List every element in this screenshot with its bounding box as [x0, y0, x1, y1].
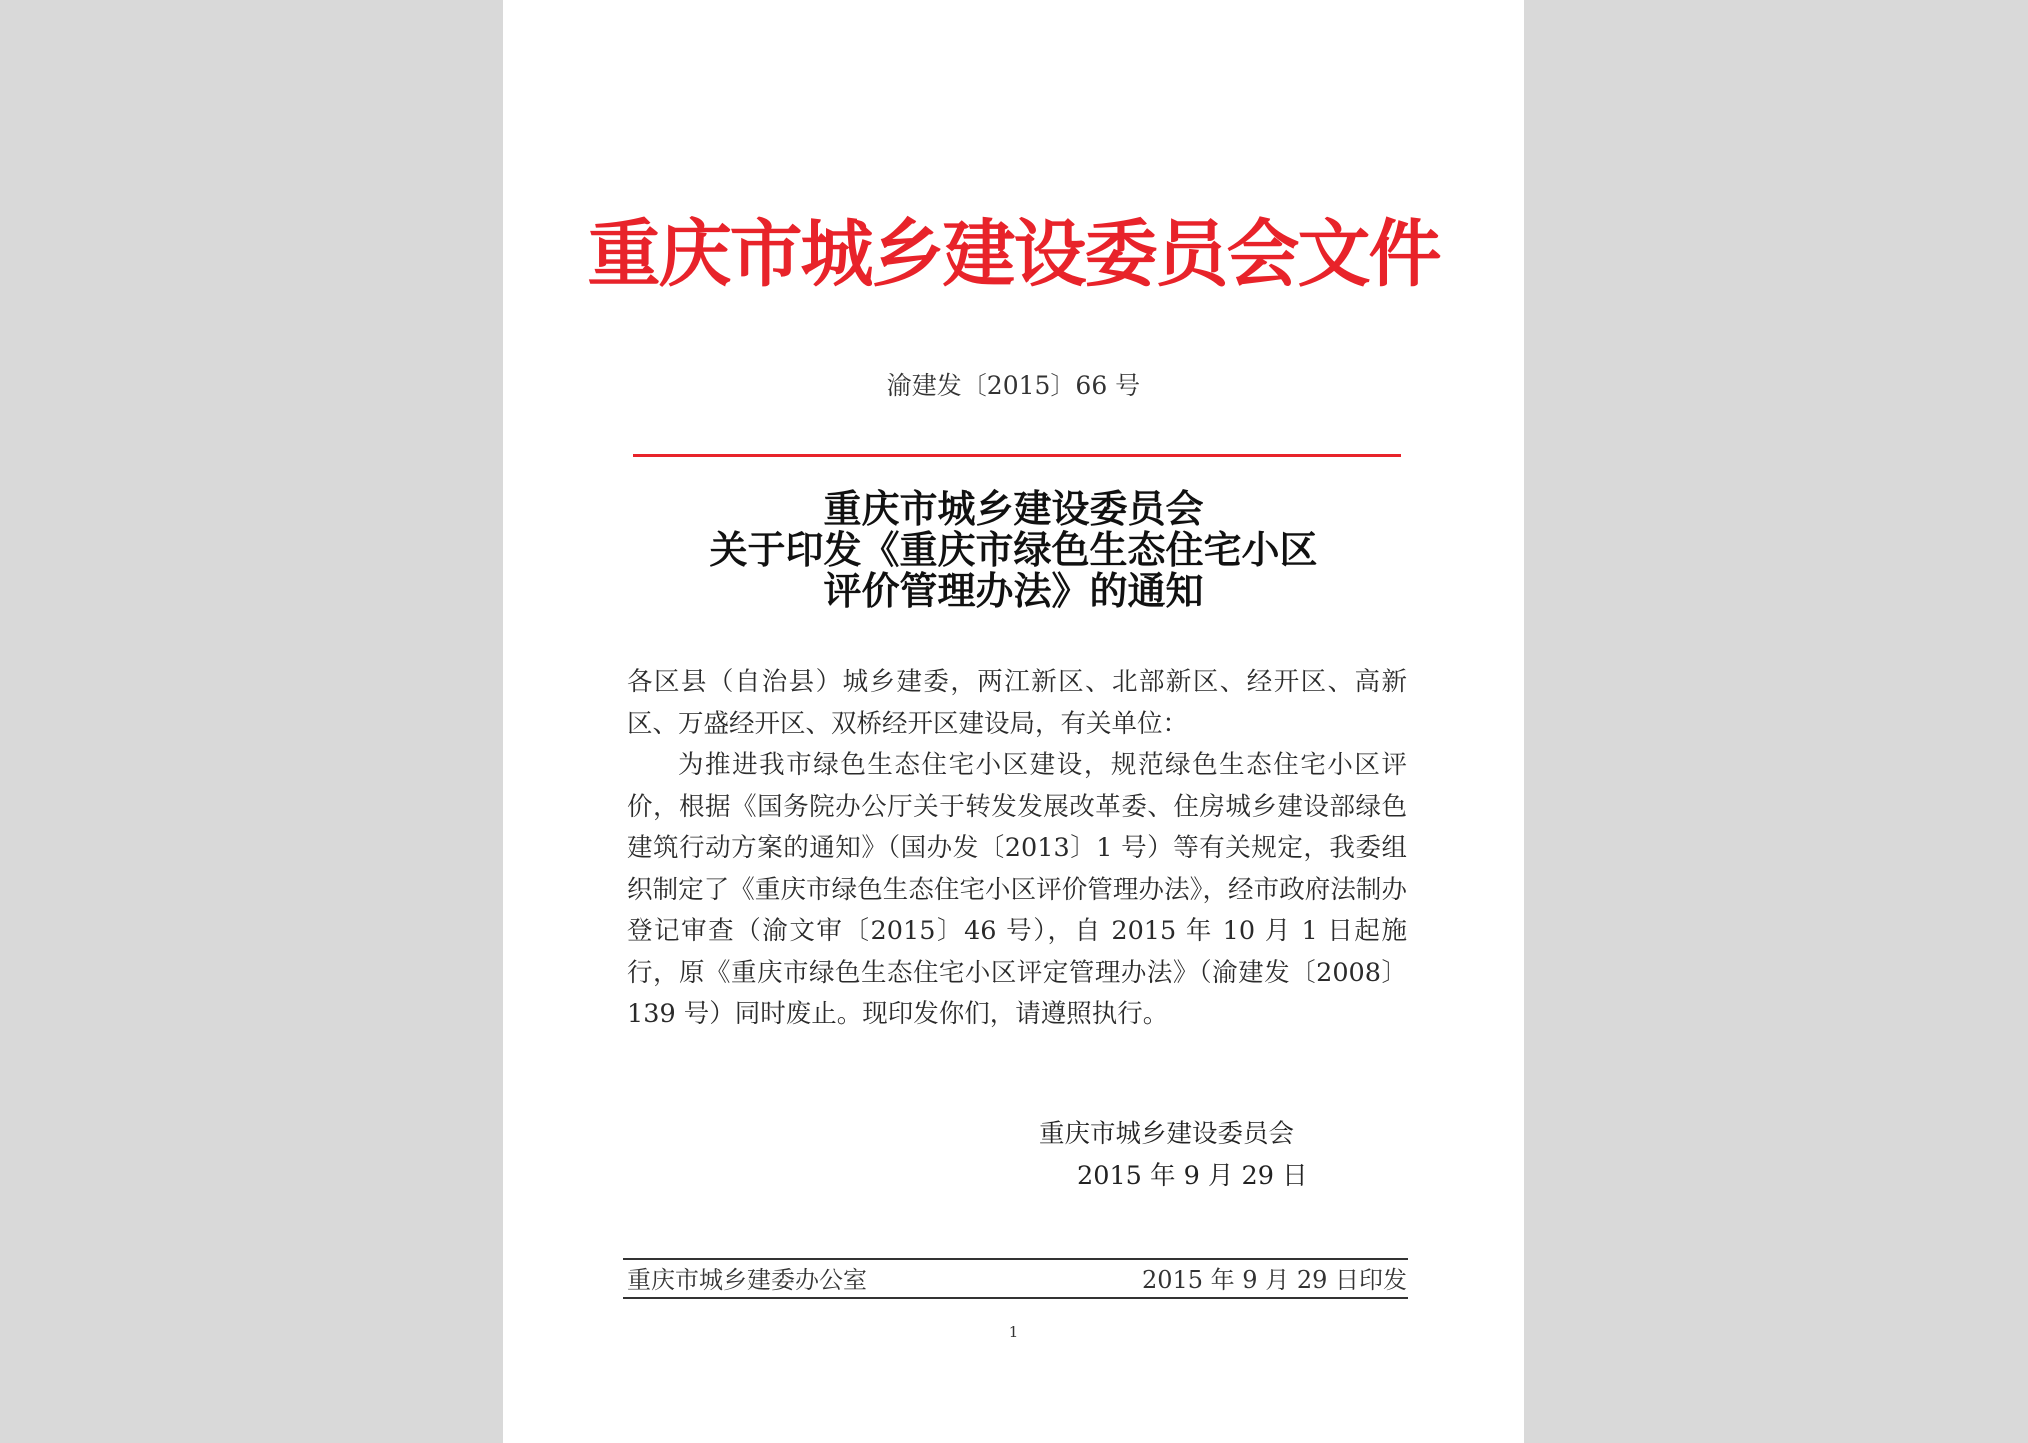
- document-page: [503, 0, 1524, 1443]
- page-number: 1: [1008, 1323, 1019, 1341]
- footer-issuer: 重庆市城乡建委办公室: [627, 1266, 867, 1294]
- addressee-text: 各区县（自治县）城乡建委，两江新区、北部新区、经开区、高新区、万盛经开区、双桥经开区建设局，有关单位：: [627, 667, 1407, 739]
- signature-org: 重庆市城乡建设委员会: [1039, 1119, 1295, 1149]
- body-paragraph: 为推进我市绿色生态住宅小区建设，规范绿色生态住宅小区评价，根据《国务院办公厅关于转发发展改革委、住房城乡建设部绿色建筑行动方案的通知》（国办发〔2013〕1 号）等有关规定，我委组织制定了《重庆市绿色生态住宅小区评价管理办法》，经市政府法制办登记审查（渝文审〔2015〕46 号），自 2015 年 10 月 1 日起施行，原《重庆市绿色生态住宅小区评定管理办法》（渝建发〔2008〕139 号）同时废止。现印发你们，请遵照执行。: [627, 750, 1407, 1029]
- document-header-title: 重庆市城乡建设委员会文件: [587, 211, 1440, 297]
- notice-title: [503, 488, 1524, 611]
- notice-title-line: 重庆市城乡建设委员会: [823, 486, 1204, 531]
- footer-top-rule: [623, 1258, 1408, 1260]
- footer-bottom-rule: [623, 1297, 1408, 1299]
- document-number: 渝建发〔2015〕66 号: [886, 371, 1141, 400]
- red-separator-line: [633, 454, 1401, 457]
- footer-print-date: 2015 年 9 月 29 日印发: [1141, 1266, 1407, 1294]
- notice-title-line: 评价管理办法》的通知: [823, 568, 1204, 613]
- notice-title-line: 关于印发《重庆市绿色生态住宅小区: [709, 527, 1318, 572]
- signature-date: 2015 年 9 月 29 日: [1077, 1161, 1308, 1191]
- notice-body: [627, 662, 1407, 1036]
